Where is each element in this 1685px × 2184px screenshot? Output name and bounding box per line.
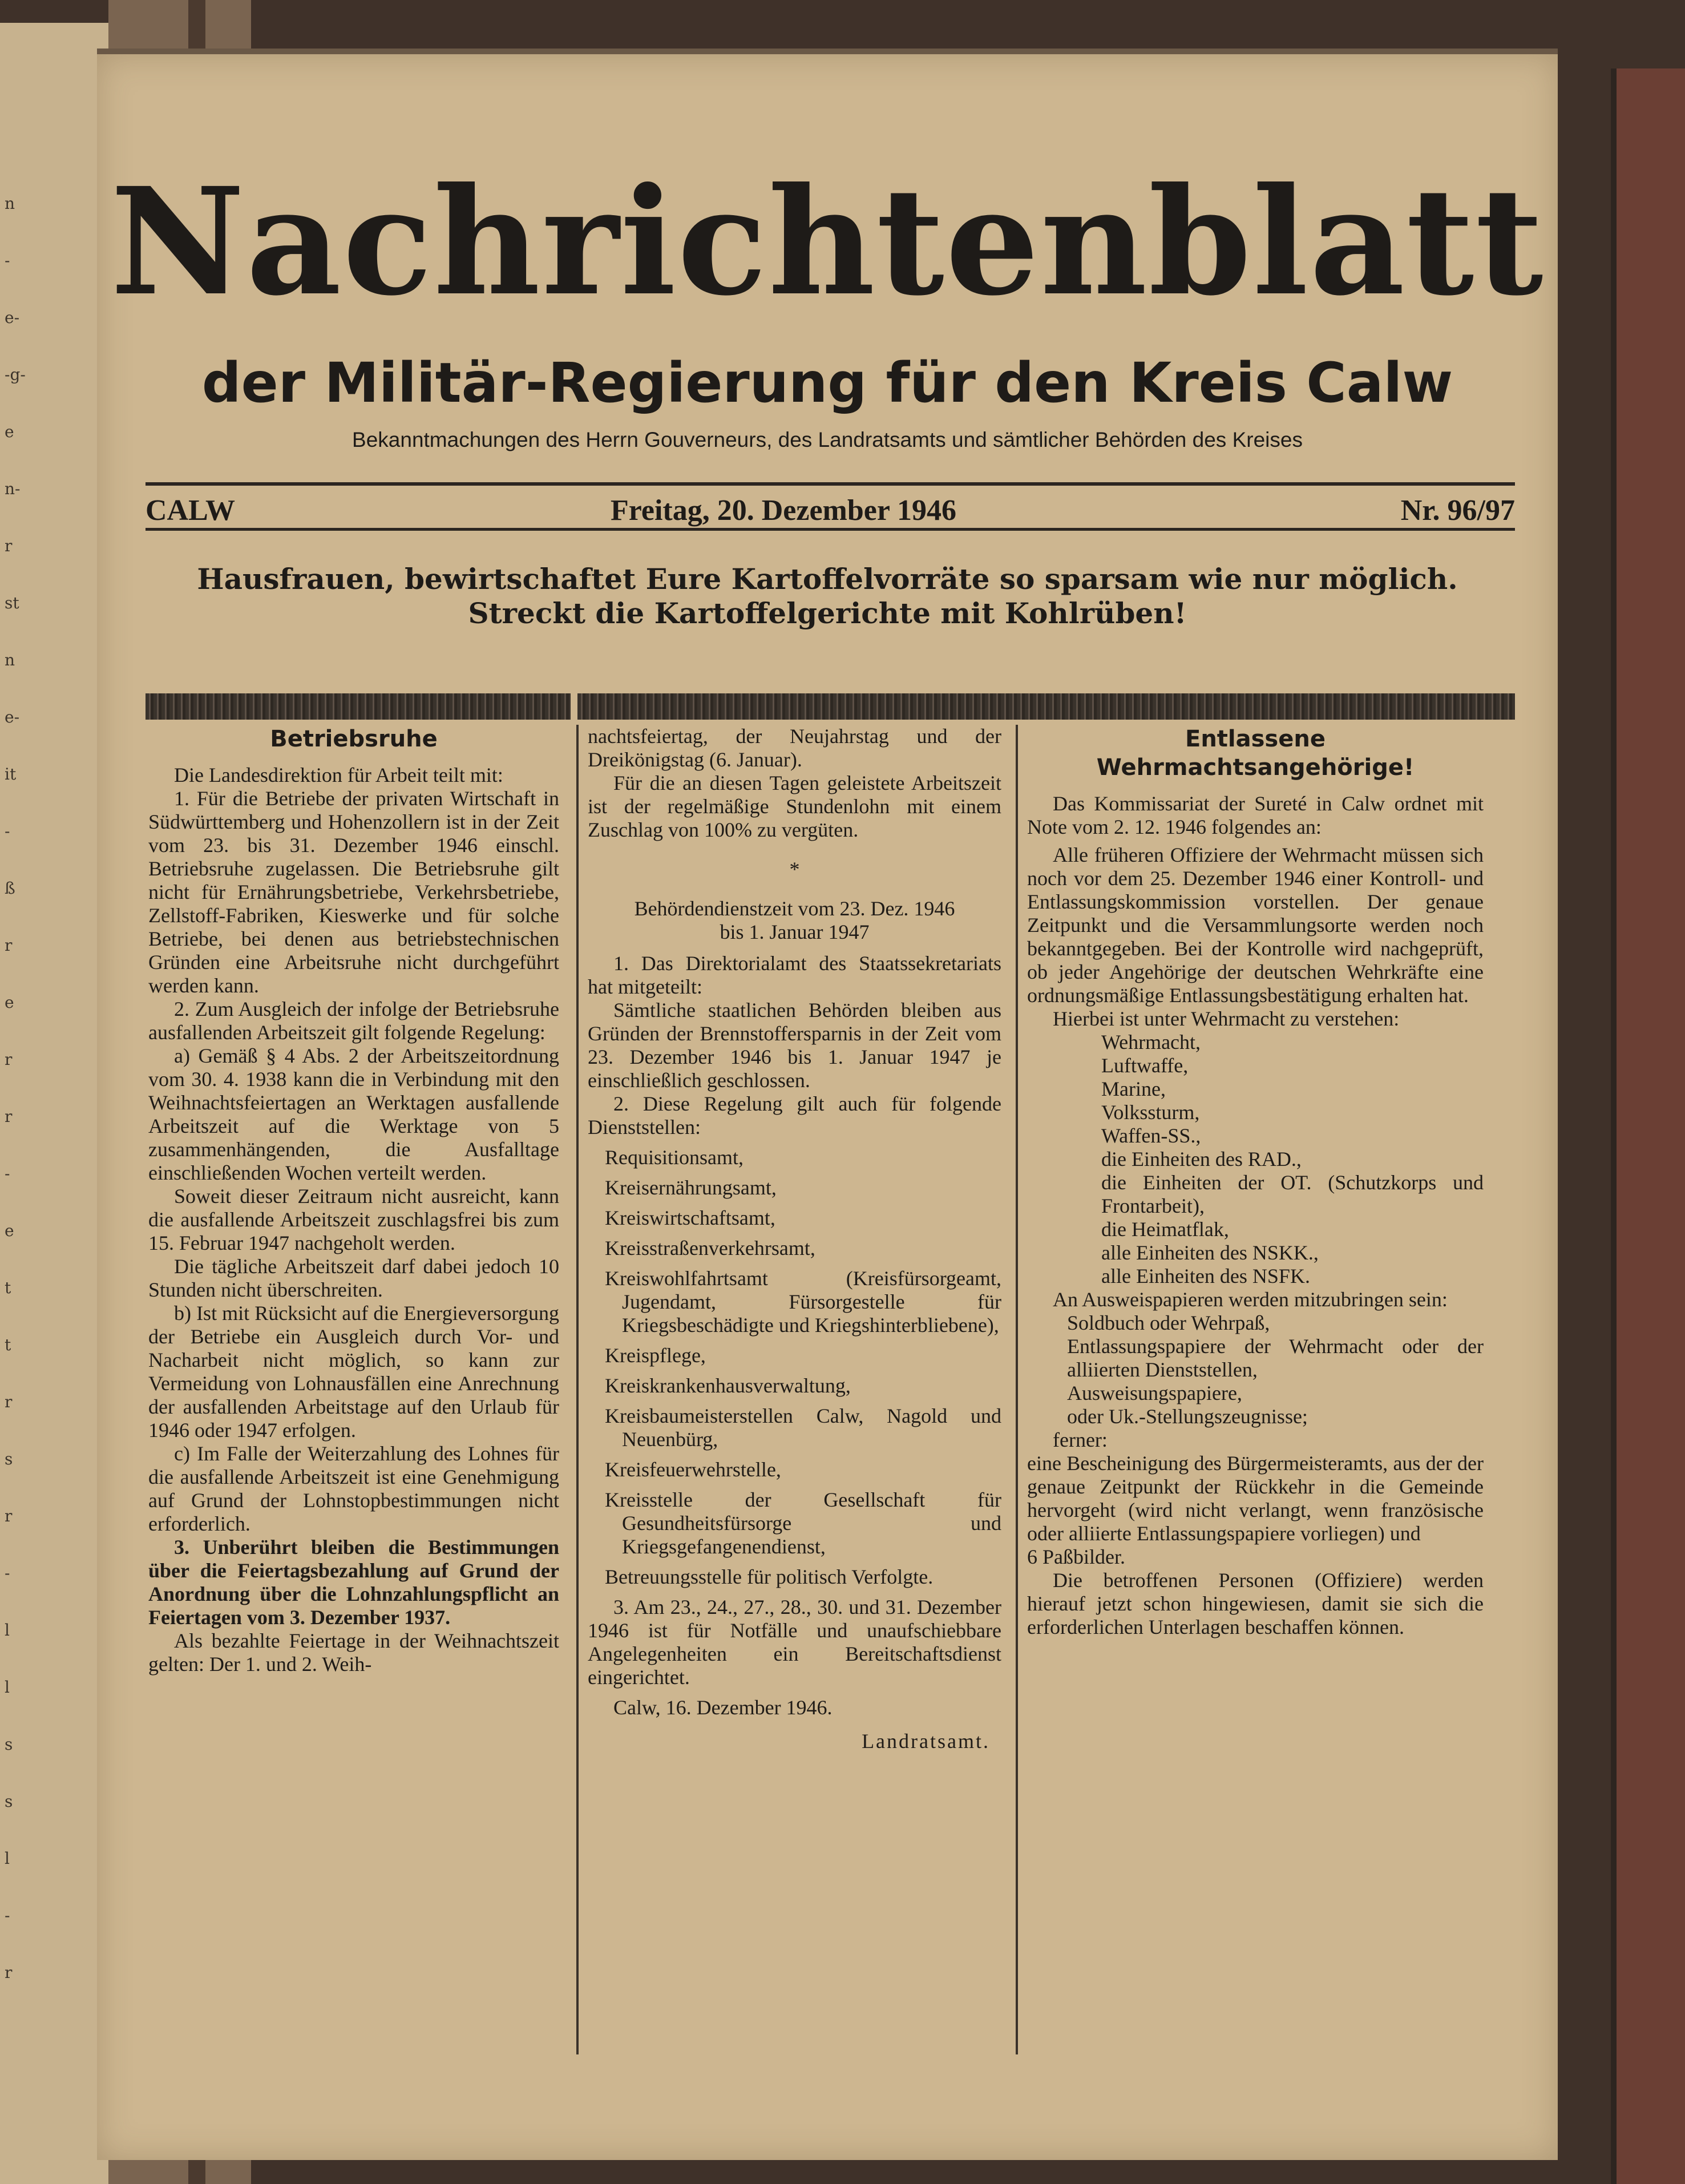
paragraph: 2. Zum Ausgleich der infolge der Betriebsruhe ausfallenden Arbeitszeit gilt folgende Regelung: bbox=[148, 998, 559, 1044]
dateline-date: Freitag, 20. Dezember 1946 bbox=[611, 494, 956, 527]
left-page-fragment: it bbox=[5, 765, 17, 784]
headline-line-1: Hausfrauen, bewirtschaftet Eure Kartoffelvorräte so sparsam wie nur möglich. bbox=[197, 562, 1458, 596]
office-list-item: Kreisstraßenverkehrsamt, bbox=[605, 1237, 815, 1259]
left-page-fragment: r bbox=[5, 1392, 13, 1411]
subheading-line-1: Behördendienstzeit vom 23. Dez. 1946 bbox=[634, 897, 955, 920]
paragraph: 3. Unberührt bleiben die Bestimmungen über die Feiertagsbezahlung auf Grund der Anordnung über die Lohnzahlungspflicht an Feiertagen vom 3. Dezember 1937. bbox=[148, 1536, 559, 1629]
paragraph: Die tägliche Arbeitszeit darf dabei jedoch 10 Stunden nicht überschreiten. bbox=[148, 1255, 559, 1301]
paragraph: b) Ist mit Rücksicht auf die Energieversorgung der Betriebe ein Ausgleich durch Vor- und Nacharbeit nicht möglich, so kann zur Vermeidung von Lohnausfällen eine Anrechnung der ausfallenden Arbeitstage auf den Urlaub für 1946 oder 1947 erfolgen. bbox=[148, 1302, 559, 1442]
unit-list-item: Marine, bbox=[1101, 1077, 1166, 1100]
left-page-fragment: r bbox=[5, 1050, 13, 1069]
office-list-item: Kreiswirtschaftsamt, bbox=[605, 1206, 775, 1229]
left-page-fragment: e bbox=[5, 993, 14, 1012]
left-page-fragment: e bbox=[5, 422, 14, 441]
paragraph: 2. Diese Regelung gilt auch für folgende Dienststellen: bbox=[588, 1092, 1001, 1139]
office-list-item: Kreisstelle der Gesellschaft für Gesundheitsfürsorge und Kriegsgefangenendienst, bbox=[605, 1488, 1001, 1558]
document-list-item: Soldbuch oder Wehrpaß, bbox=[1067, 1311, 1270, 1334]
office-list-item: Kreispflege, bbox=[605, 1344, 706, 1367]
top-rule bbox=[146, 482, 1515, 486]
place-date: Calw, 16. Dezember 1946. bbox=[613, 1696, 833, 1719]
left-page-fragment: r bbox=[5, 536, 13, 555]
left-page-fragment: r bbox=[5, 1107, 13, 1126]
paragraph: Alle früheren Offiziere der Wehrmacht müssen sich noch vor dem 25. Dezember 1946 einer Kontroll- und Entlassungskommission vorstellen. Der genaue Zeitpunkt und die Versammlungsorte werden noch bekanntgegeben. Bei der Kontrolle wird nachgeprüft, ob jeder Angehörige der deutschen Wehrkräfte eine ordnungsmäßige Entlassungsbestätigung erhalten hat. bbox=[1027, 843, 1484, 1007]
office-list bbox=[588, 1146, 1001, 1589]
left-page-fragment: st bbox=[5, 594, 19, 612]
left-page-fragment: l bbox=[5, 1849, 10, 1868]
left-page-fragment: r bbox=[5, 936, 13, 955]
unit-list-item: Volkssturm, bbox=[1101, 1101, 1200, 1124]
left-page-fragment: l bbox=[5, 1678, 10, 1697]
column-divider-1 bbox=[576, 725, 579, 2054]
office-list-item: Kreisfeuerwehrstelle, bbox=[605, 1458, 781, 1481]
paragraph: Als bezahlte Feiertage in der Weihnachtszeit gelten: Der 1. und 2. Weih- bbox=[148, 1629, 559, 1676]
document-list-item: oder Uk.-Stellungszeugnisse; bbox=[1067, 1405, 1308, 1428]
paragraph: 6 Paßbilder. bbox=[1027, 1545, 1125, 1568]
left-page-fragment: l bbox=[5, 1621, 10, 1640]
paragraph: An Ausweispapieren werden mitzubringen sein: bbox=[1053, 1288, 1448, 1311]
left-page-fragment: e bbox=[5, 1221, 14, 1240]
left-page-fragment: n bbox=[5, 194, 15, 213]
column-3 bbox=[1027, 725, 1484, 1639]
left-page-fragment: - bbox=[5, 1906, 10, 1925]
left-page-fragment: t bbox=[5, 1335, 11, 1354]
document-list-item: Entlassungspapiere der Wehrmacht oder der alliierten Dienststellen, bbox=[1067, 1335, 1484, 1381]
masthead-title: Nachrichtenblatt bbox=[110, 155, 1545, 328]
left-page-fragment: s bbox=[5, 1735, 13, 1754]
paragraph: 1. Das Direktorialamt des Staatssekretariats hat mitgeteilt: bbox=[588, 952, 1001, 998]
left-page-fragment: r bbox=[5, 1507, 13, 1525]
left-page-fragment: s bbox=[5, 1450, 13, 1468]
paragraph: Hierbei ist unter Wehrmacht zu verstehen: bbox=[1053, 1007, 1400, 1030]
unit-list-item: alle Einheiten des NSKK., bbox=[1101, 1241, 1319, 1264]
article-heading-betriebsruhe: Betriebsruhe bbox=[270, 726, 438, 752]
ferner-label: ferner: bbox=[1053, 1428, 1108, 1451]
bottom-rule bbox=[146, 528, 1515, 531]
masthead-tagline: Bekanntmachungen des Herrn Gouverneurs, des Landratsamts und sämtlicher Behörden des Kreises bbox=[352, 428, 1303, 451]
paragraph: Soweit dieser Zeitraum nicht ausreicht, kann die ausfallende Arbeitszeit zuschlagsfrei bis zum 15. Februar 1947 nachgeholt werden. bbox=[148, 1185, 559, 1254]
decorative-bar-left bbox=[146, 693, 571, 720]
left-page-fragment: r bbox=[5, 1963, 13, 1982]
document-list bbox=[1027, 1311, 1484, 1428]
paragraph: 3. Am 23., 24., 27., 28., 30. und 31. Dezember 1946 ist für Notfälle und unaufschiebbare Angelegenheiten ein Bereitschaftsdienst eingerichtet. bbox=[588, 1596, 1001, 1689]
paragraph: eine Bescheinigung des Bürgermeisteramts, aus der der genaue Zeitpunkt der Rückkehr in die Gemeinde hervorgeht (wird nicht verlangt, wenn französische oder alliierte Entlassungspapiere vorliegen) und bbox=[1027, 1452, 1484, 1545]
paragraph: Sämtliche staatlichen Behörden bleiben aus Gründen der Brennstoffersparnis in der Zeit vom 23. Dezember 1946 bis 1. Januar 1947 je einschließlich geschlossen. bbox=[588, 999, 1001, 1092]
masthead-subtitle: der Militär-Regierung für den Kreis Calw bbox=[201, 351, 1453, 415]
decorative-bar-right bbox=[577, 693, 1515, 720]
column-2 bbox=[588, 725, 1001, 1753]
paragraph: Für die an diesen Tagen geleistete Arbeitszeit ist der regelmäßige Stundenlohn mit einem Zuschlag von 100% zu vergüten. bbox=[588, 772, 1001, 841]
office-list-item: Kreisbaumeisterstellen Calw, Nagold und Neuenbürg, bbox=[605, 1404, 1001, 1451]
unit-list-item: die Einheiten des RAD., bbox=[1101, 1148, 1302, 1170]
left-page-fragment: - bbox=[5, 1164, 10, 1183]
left-page-fragment: s bbox=[5, 1792, 13, 1811]
article-heading-wehrmacht: Entlassene Wehrmachtsangehörige! bbox=[1096, 726, 1415, 781]
headline-line-2: Streckt die Kartoffelgerichte mit Kohlrüben! bbox=[468, 596, 1187, 630]
left-facing-page bbox=[0, 23, 113, 2184]
left-page-fragment: ß bbox=[5, 879, 15, 898]
left-page-fragment: e- bbox=[5, 308, 20, 327]
left-page-fragment: - bbox=[5, 1564, 10, 1583]
paragraph: a) Gemäß § 4 Abs. 2 der Arbeitszeitordnung vom 30. 4. 1938 kann die in Verbindung mit den Weihnachtsfeiertagen an Werktagen ausfallende Arbeitszeit auf die Werktage von 5 zusammenhängenden, die Ausfalltage einschließenden Wochen verteilt werden. bbox=[148, 1044, 559, 1184]
left-page-fragment: n bbox=[5, 651, 15, 669]
unit-list bbox=[1027, 1031, 1484, 1288]
paragraph: c) Im Falle der Weiterzahlung des Lohnes für die ausfallende Arbeitszeit ist eine Genehmigung auf Grund der Lohnstopbestimmungen nicht erforderlich. bbox=[148, 1442, 559, 1535]
unit-list-item: Luftwaffe, bbox=[1101, 1054, 1189, 1077]
column-divider-2 bbox=[1016, 725, 1018, 2054]
office-list-item: Kreisernährungsamt, bbox=[605, 1176, 777, 1199]
column-1 bbox=[148, 725, 559, 1676]
left-page-fragment: - bbox=[5, 822, 10, 841]
unit-list-item: Wehrmacht, bbox=[1101, 1031, 1201, 1053]
office-list-item: Kreiskrankenhausverwaltung, bbox=[605, 1374, 851, 1397]
separator-asterisk: * bbox=[789, 858, 800, 881]
office-list-item: Requisitionsamt, bbox=[605, 1146, 743, 1169]
subheading-line-2: bis 1. Januar 1947 bbox=[720, 921, 870, 943]
left-page-fragment: n- bbox=[5, 479, 21, 498]
paragraph: Das Kommissariat der Sureté in Calw ordnet mit Note vom 2. 12. 1946 folgendes an: bbox=[1027, 792, 1484, 838]
left-page-fragment: -g- bbox=[5, 365, 26, 384]
office-list-item: Kreiswohlfahrtsamt (Kreisfürsorgeamt, Jugendamt, Fürsorgestelle für Kriegsbeschädigte und Kriegshinterbliebene), bbox=[605, 1267, 1001, 1337]
office-list-item: Betreuungsstelle für politisch Verfolgte. bbox=[605, 1565, 934, 1588]
left-page-fragment: - bbox=[5, 251, 10, 270]
unit-list-item: die Heimatflak, bbox=[1101, 1218, 1229, 1241]
dateline-issue: Nr. 96/97 bbox=[1400, 494, 1515, 527]
left-page-fragment: t bbox=[5, 1278, 11, 1297]
left-page-fragment: e- bbox=[5, 708, 20, 726]
binding-edge bbox=[1611, 68, 1685, 2184]
document-list-item: Ausweisungspapiere, bbox=[1067, 1382, 1242, 1404]
unit-list-item: alle Einheiten des NSFK. bbox=[1101, 1265, 1310, 1287]
paragraph: Die betroffenen Personen (Offiziere) werden hierauf jetzt schon hingewiesen, damit sie sich die erforderlichen Unterlagen beschaffen können. bbox=[1027, 1569, 1484, 1638]
signature: Landratsamt. bbox=[862, 1730, 990, 1753]
unit-list-item: Waffen-SS., bbox=[1101, 1124, 1201, 1147]
dateline-place: CALW bbox=[146, 494, 236, 527]
paragraph-continuation: nachtsfeiertag, der Neujahrstag und der Dreikönigstag (6. Januar). bbox=[588, 725, 1001, 771]
newspaper-page bbox=[97, 49, 1558, 2160]
paragraph: Die Landesdirektion für Arbeit teilt mit: bbox=[174, 764, 503, 786]
paragraph: 1. Für die Betriebe der privaten Wirtschaft in Südwürttemberg und Hohenzollern ist in der Zeit vom 23. bis 31. Dezember 1946 einschl. Betriebsruhe zugelassen. Die Betriebsruhe gilt nicht für Ernährungsbetriebe, Verkehrsbetriebe, Zellstoff-Fabriken, Kieswerke und für solche Betriebe, bei denen aus betriebstechnischen Gründen eine Arbeitsruhe nicht durchgeführt werden kann. bbox=[148, 787, 559, 997]
unit-list-item: die Einheiten der OT. (Schutzkorps und Frontarbeit), bbox=[1101, 1171, 1484, 1217]
